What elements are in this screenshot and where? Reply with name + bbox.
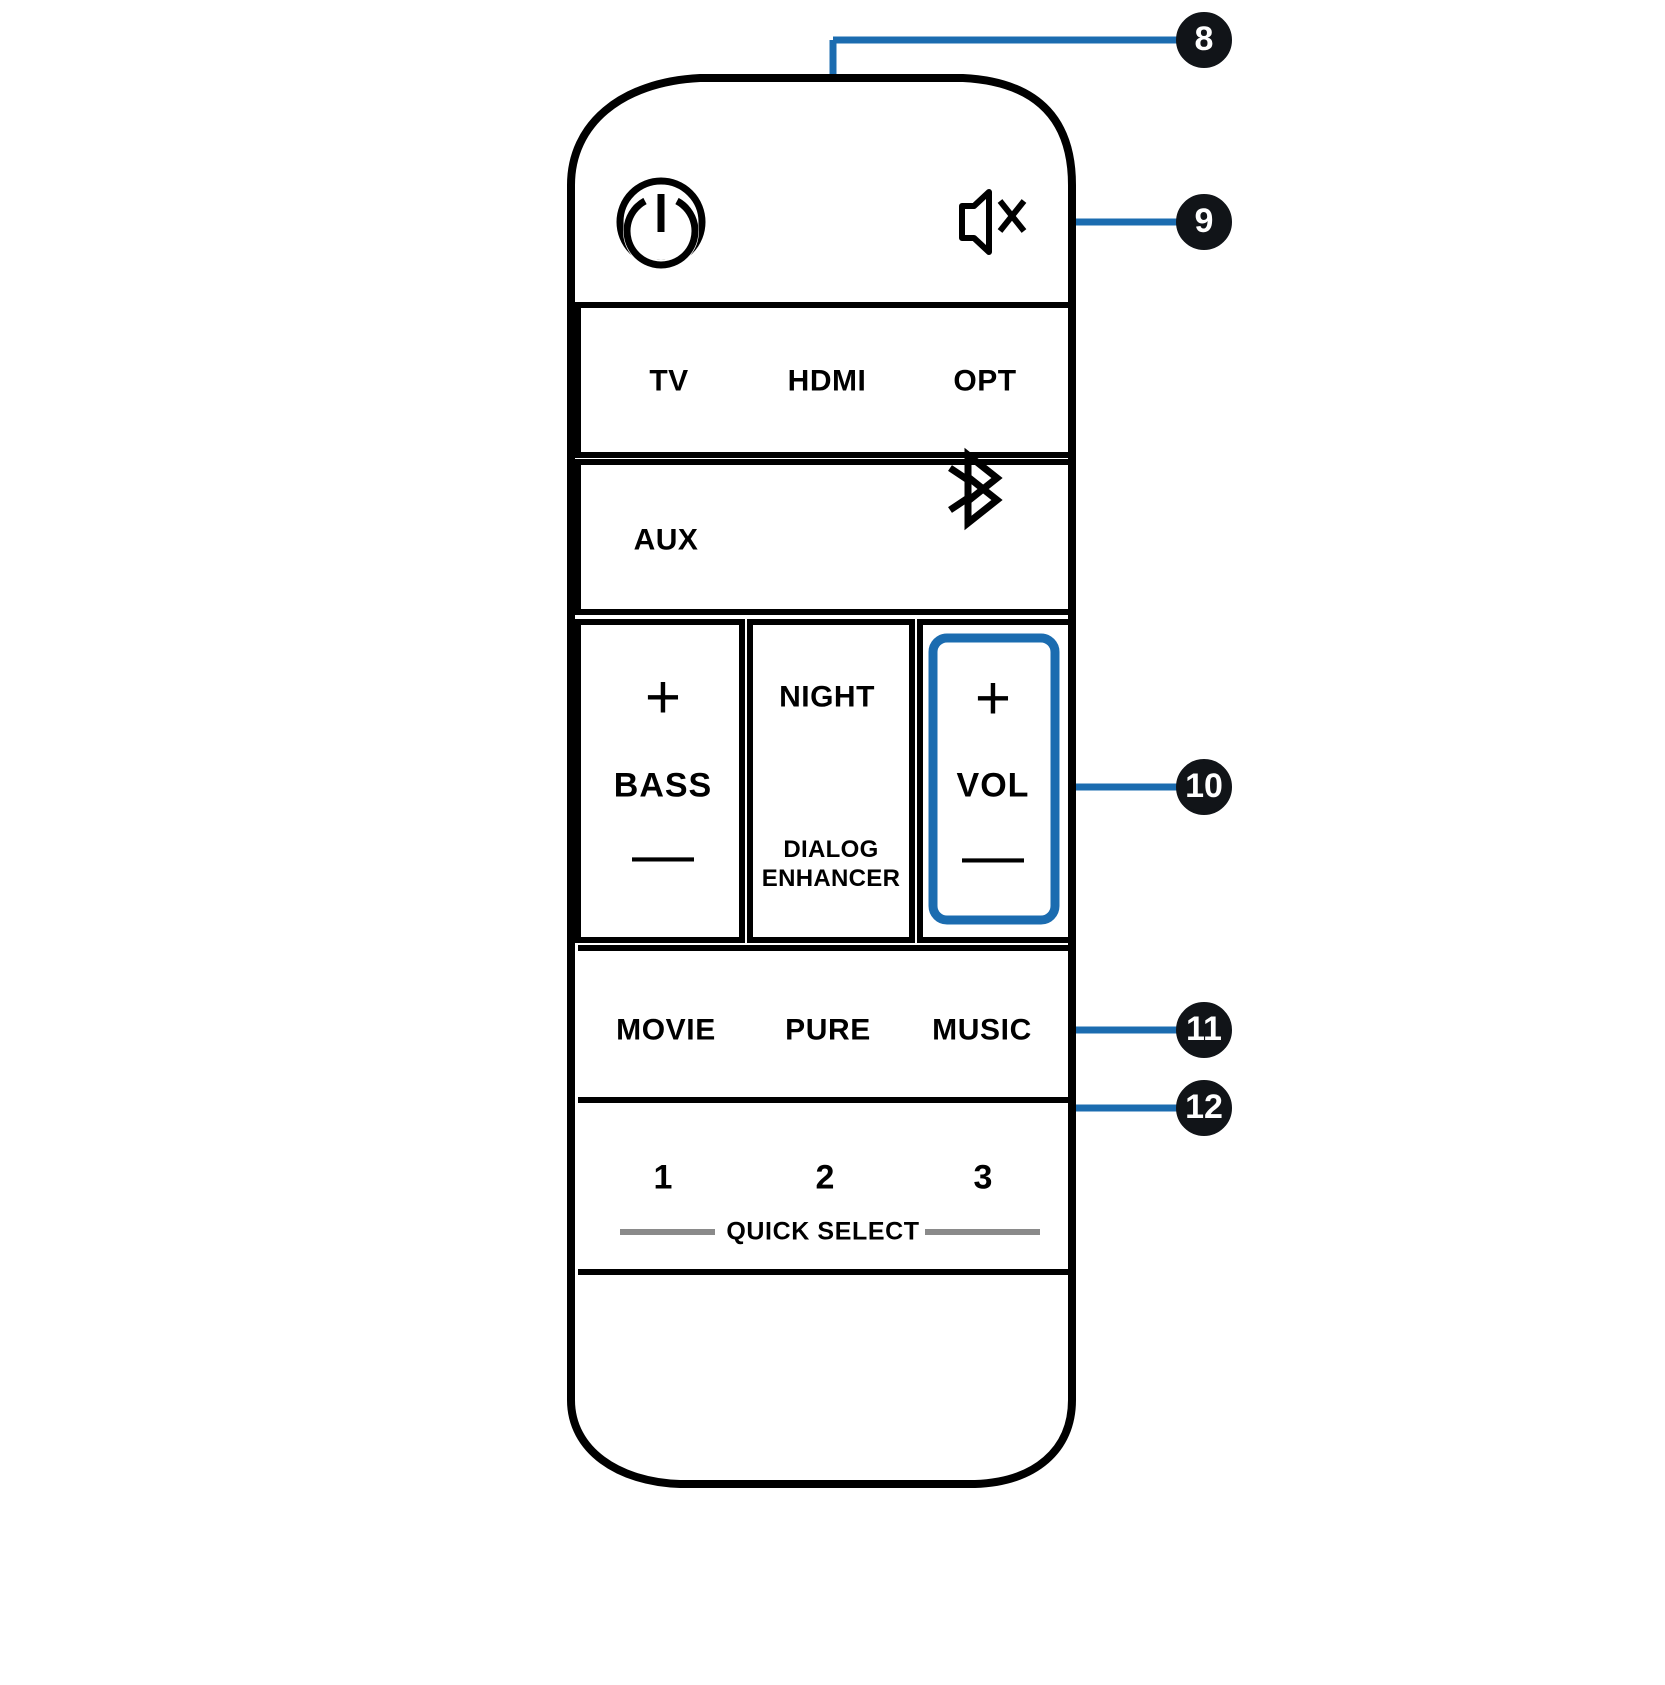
quick-select-2[interactable]: 2 [815, 1158, 835, 1197]
dialog-enhancer-line1[interactable]: DIALOG [783, 835, 879, 863]
callout-label-8: 8 [1194, 19, 1214, 58]
quick-select-1[interactable]: 1 [653, 1158, 673, 1197]
sound-mode-pure[interactable]: PURE [785, 1013, 871, 1047]
sound-mode-movie[interactable]: MOVIE [616, 1013, 716, 1047]
dialog-enhancer-line2[interactable]: ENHANCER [761, 864, 901, 892]
callout-label-9: 9 [1194, 201, 1214, 240]
callout-badge-12 [1176, 1080, 1232, 1136]
callout-badge-8 [1176, 12, 1232, 68]
callout-label-11: 11 [1186, 1009, 1222, 1048]
source-label-hdmi[interactable]: HDMI [787, 364, 867, 398]
source-label-aux[interactable]: AUX [633, 523, 699, 557]
bass-minus-label[interactable]: — [632, 820, 694, 889]
sound-mode-music[interactable]: MUSIC [932, 1013, 1032, 1047]
vol-plus-label[interactable]: + [974, 664, 1012, 733]
callout-badge-10 [1176, 759, 1232, 815]
vol-minus-label[interactable]: — [962, 821, 1024, 890]
callout-badge-9 [1176, 194, 1232, 250]
bass-plus-label[interactable]: + [644, 663, 682, 732]
quick-select-3[interactable]: 3 [973, 1158, 993, 1197]
vol-label: VOL [956, 766, 1030, 805]
source-label-opt[interactable]: OPT [953, 364, 1017, 398]
quick-select-label: QUICK SELECT [726, 1217, 920, 1246]
night-label[interactable]: NIGHT [779, 680, 875, 714]
callout-label-10: 10 [1185, 766, 1223, 805]
bass-label: BASS [613, 766, 713, 805]
callout-label-12: 12 [1185, 1087, 1223, 1126]
source-label-tv[interactable]: TV [649, 364, 689, 398]
callout-badge-11 [1176, 1002, 1232, 1058]
